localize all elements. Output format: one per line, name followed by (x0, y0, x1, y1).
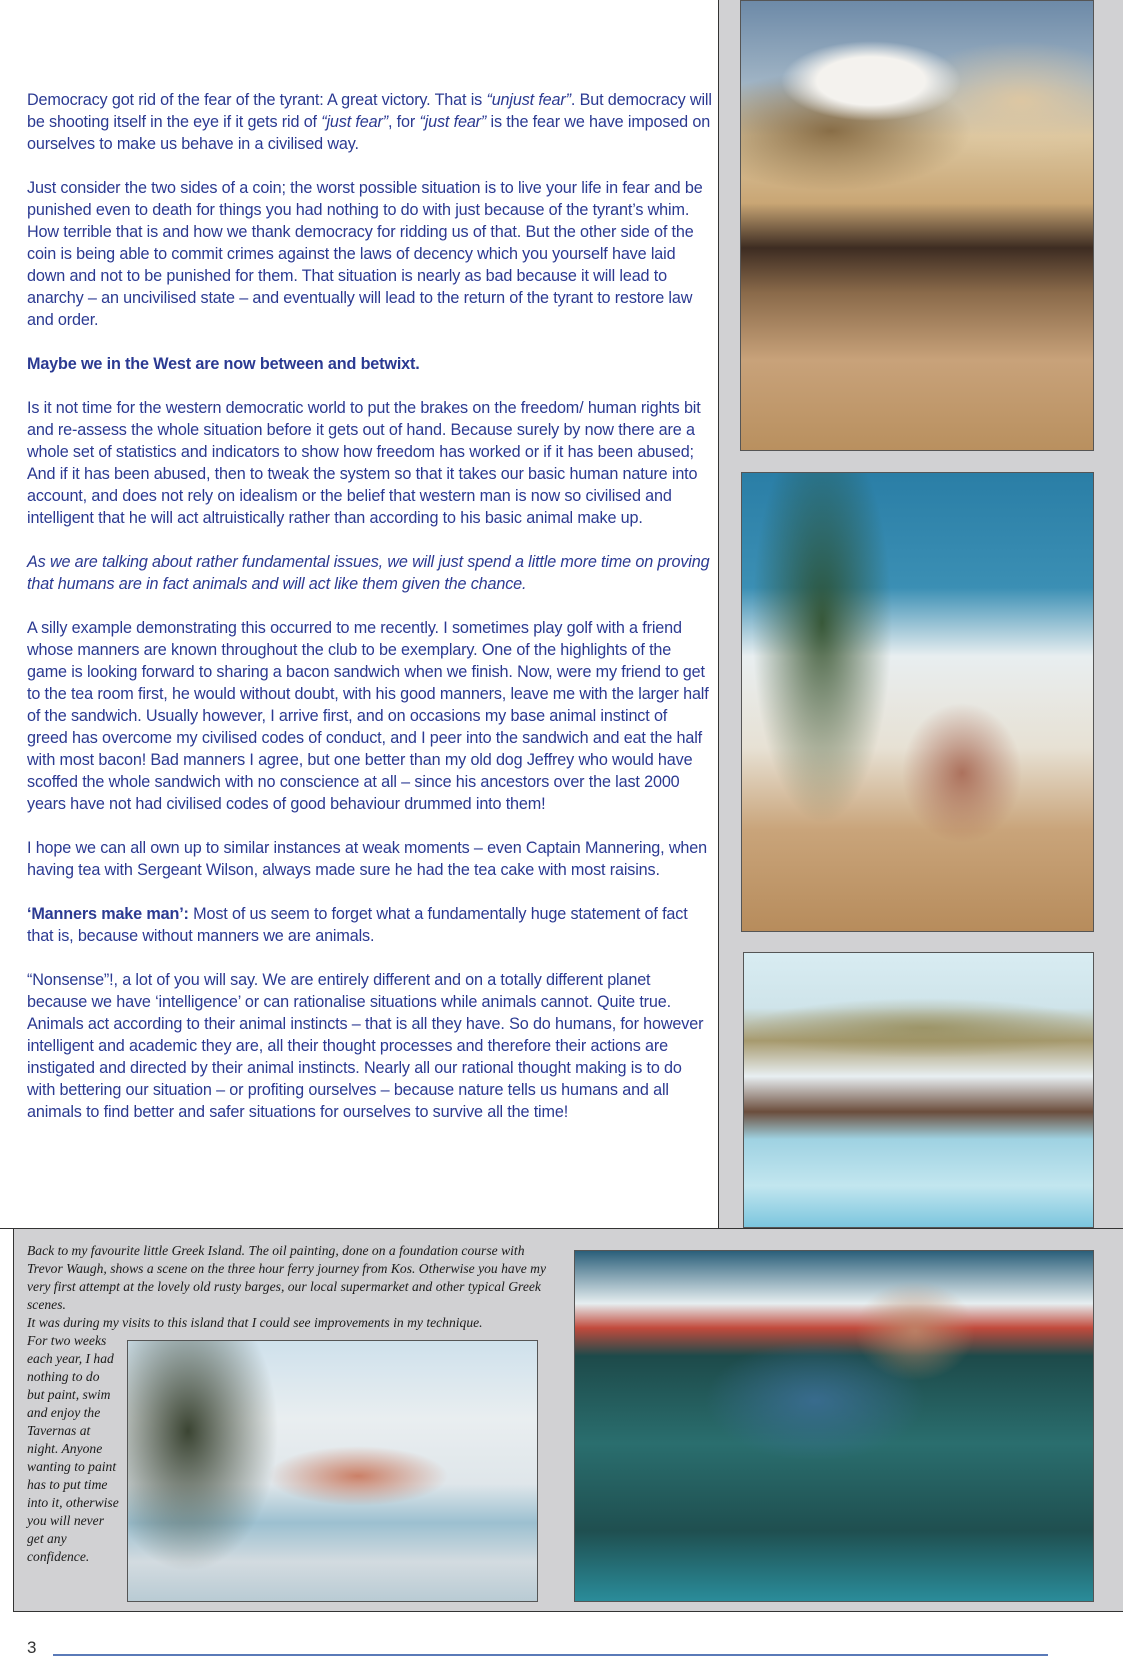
text-segment: ‘Manners make man’: (27, 905, 189, 923)
text-segment: A silly example demonstrating this occurred to me recently. I sometimes play golf with a friend whose manners are known throughout the club to be exemplary. One of the highlights of the game is looking forward to sharing a bacon sandwich when we finish. Now, were my friend to get to the tea room first, he would without doubt, with his good manners, leave me with the larger half of the sandwich. Usually however, I arrive first, and on occasions my base animal instinct of greed has overcome my civilised codes of conduct, and I peer into the sandwich and eat the half with most bacon! Bad manners I agree, but one better than my old dog Jeffrey who would have scoffed the whole sandwich with no conscience at all – since his ancestors over the last 2000 years have not had civilised codes of good behaviour drummed into them! (27, 619, 709, 813)
painting-harbour-barges (740, 0, 1094, 451)
caption-side-text: For two weeks each year, I had nothing to do but paint, swim and enjoy the Tavernas at night. Anyone wanting to paint has to put time into it, otherwise you will never get any confidence. (27, 1333, 119, 1564)
article-paragraph (27, 969, 712, 1123)
article-panel (0, 0, 719, 1229)
article-paragraph (27, 397, 712, 529)
article-paragraph (27, 551, 712, 595)
painting-ferry-passenger (574, 1250, 1094, 1602)
text-segment: “Nonsense”!, a lot of you will say. We are entirely different and on a totally different planet because we have ‘intelligence’ or can rationalise situations while animals cannot. Quite true. Animals act according to their animal instincts – that is all they have. So do humans, for however intelligent and academic they are, all their thought processes and therefore their actions are instigated and directed by their animal instincts. Nearly all our rational thought making is to do with bettering our situation – or profiting ourselves – because nature tells us humans and all animals to find better and safer situations for ourselves to survive all the time! (27, 971, 704, 1121)
text-segment: As we are talking about rather fundamental issues, we will just spend a little more time on proving that humans are in fact animals and will act like them given the chance. (27, 553, 710, 593)
painting-man-on-donkey (741, 472, 1094, 932)
painting-supermarket (127, 1340, 538, 1602)
article-paragraph (27, 177, 712, 331)
text-segment: Just consider the two sides of a coin; the worst possible situation is to live your life in fear and be punished even to death for things you had nothing to do with just because of the tyrant’s whim. How terrible that is and how we thank democracy for ridding us of that. But the other side of the coin is being able to commit crimes against the laws of decency which you yourself have laid down and not to be punished for them. That situation is nearly as bad because it will lead to anarchy – an uncivilised state – and eventually will lead to the return of the tyrant to restore law and order. (27, 179, 703, 329)
text-segment: “just fear” (321, 113, 388, 131)
footer-rule (53, 1654, 1048, 1656)
article-body (27, 89, 712, 1145)
text-segment: “just fear” (419, 113, 487, 131)
text-segment: is the fear we have imposed on ourselves to make us behave in a civilised way. (27, 113, 711, 153)
text-segment: I hope we can all own up to similar instances at weak moments – even Captain Mannering, when having tea with Sergeant Wilson, always made sure he had the tea cake with most raisins. (27, 839, 707, 879)
text-segment: Democracy got rid of the fear of the tyrant: A great victory. That is (27, 91, 487, 109)
caption-intro-line2: It was during my visits to this island that I could see improvements in my technique. (27, 1315, 483, 1330)
caption-intro (27, 1242, 547, 1332)
text-segment: , for (387, 113, 420, 131)
text-segment: Most of us seem to forget what a fundamentally huge statement of fact that is, because without manners we are animals. (27, 905, 688, 945)
page-number: 3 (27, 1638, 37, 1657)
article-paragraph (27, 903, 712, 947)
painting-harbour-boats (743, 952, 1094, 1228)
caption-intro-text: Back to my favourite little Greek Island. The oil painting, done on a foundation course with Trevor Waugh, shows a scene on the three hour ferry journey from Kos. Otherwise you have my very first attempt at the lovely old rusty barges, our local supermarket and other typical Greek scenes. (27, 1243, 547, 1312)
text-segment: Maybe we in the West are now between and betwixt. (27, 355, 420, 373)
text-segment: . But democracy will be shooting itself in the eye if it gets rid of (27, 91, 712, 131)
text-segment: “unjust fear” (486, 91, 571, 109)
article-paragraph (27, 617, 712, 815)
article-paragraph (27, 353, 712, 375)
text-segment: Is it not time for the western democratic world to put the brakes on the freedom/ human rights bit and re-assess the whole situation before it gets out of hand. Because surely by now there are a whole set of statistics and indicators to show how freedom has worked or if it has been abused; And if it has been abused, then to tweak the system so that it takes our basic human nature into account, and does not rely on idealism or the belief that western man is now so civilised and intelligent that he will act altruistically rather than according to his basic animal make up. (27, 399, 701, 527)
article-paragraph (27, 89, 712, 155)
article-paragraph (27, 837, 712, 881)
